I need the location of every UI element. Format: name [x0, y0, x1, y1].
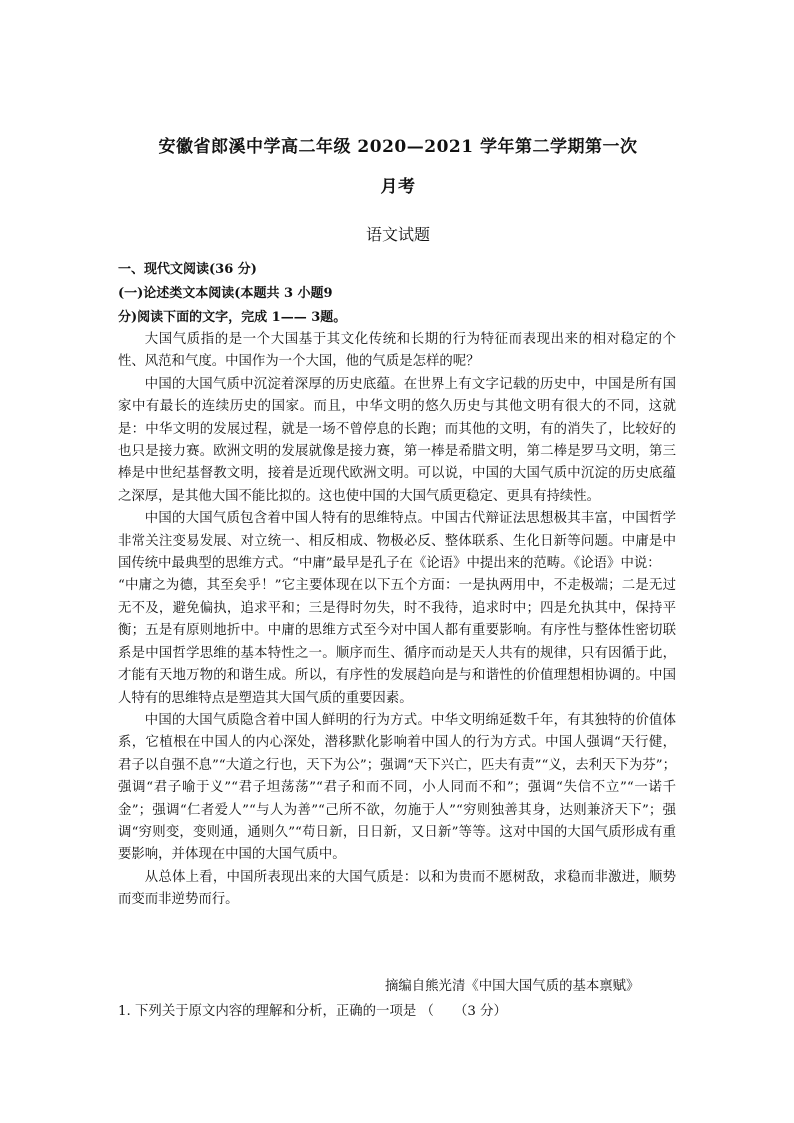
passage-paragraph-6: 从总体上看，中国所表现出来的大国气质是：以和为贵而不愿树敌，求稳而非激进，顺势而变而非逆势而行。	[118, 869, 676, 908]
subsection-heading-line2: 分)阅读下面的文字，完成 1—— 3题。	[118, 310, 347, 325]
passage-source: 摘编自熊光清《中国大国气质的基本禀赋》	[385, 979, 640, 994]
question-1: 1. 下列关于原文内容的理解和分析，正确的一项是 （ （3 分）	[118, 1004, 507, 1019]
exam-title-line2: 月考	[380, 177, 416, 197]
exam-title-line1: 安徽省郎溪中学高二年级 2020—2021 学年第二学期第一次	[158, 137, 638, 157]
passage-paragraph-3: 中国的大国气质包含着中国人特有的思维特点。中国古代辩证法思想极其丰富，中国哲学非常关注变易发展、对立统一、相反相成、物极必反、整体联系、生化日新等问题。中庸是中国传统中最典型的思维方式。“中庸”最早是孔子在《论语》中提出来的范畴。《论语》中说：	[118, 511, 676, 572]
passage-paragraph-2: 中国的大国气质中沉淀着深厚的历史底蕴。在世界上有文字记载的历史中，中国是所有国家中有最长的连续历史的国家。而且，中华文明的悠久历史与其他文明有很大的不同，这就是：中华文明的发展过程，就是一场不曾停息的长跑；而其他的文明，有的消失了，比较好的也只是接力赛。欧洲文明的发展就像是接力赛，第一棒是希腊文明，第二棒是罗马文明，第三棒是中世纪基督教文明，接着是近现代欧洲文明。可以说，中国的大国气质中沉淀的历史底蕴之深厚，是其他大国不能比拟的。这也使中国的大国气质更稳定、更具有持续性。	[118, 376, 676, 504]
passage-paragraph-1: 大国气质指的是一个大国基于其文化传统和长期的行为特征而表现出来的相对稳定的个性、风范和气度。中国作为一个大国，他的气质是怎样的呢？	[118, 332, 676, 370]
passage-paragraph-4: “中庸之为德，其至矣乎！”它主要体现在以下五个方面：一是执两用中，不走极端；二是无过无不及，避免偏执，追求平和；三是得时勿失，时不我待，追求时中；四是允执其中，保持平衡；五是有原则地折中。中庸的思维方式至今对中国人都有重要影响。有序性与整体性密切联系是中国哲学思维的基本特性之一。顺序而生、循序而动是天人共有的规律，只有因循于此，才能有天地万物的和谐生成。所以，有序性的发展趋向是与和谐性的价值理想相协调的。中国人特有的思维特点是塑造其大国气质的重要因素。	[118, 578, 676, 706]
exam-subtitle: 语文试题	[365, 225, 430, 244]
passage-paragraph-5: 中国的大国气质隐含着中国人鲜明的行为方式。中华文明绵延数千年，有其独特的价值体系，它植根在中国人的内心深处，潜移默化影响着中国人的行为方式。中国人强调“天行健， 君子以自强不息”“大道之行也，天下为公”；强调“天下兴亡，匹夫有责”“义，去利天下为芬”；强调“君子喻于义”“君子坦荡荡”“君子和而不同，小人同而不和”；强调“失信不立”“一诺千金”；强调“仁者爱人”“与人为善”“己所不欲，勿施于人”“穷则独善其身，达则兼济天下”；强调“穷则变，变则通，通则久”“苟日新，日日新，又日新”等等。这对中国的大国气质形成有重要影响，并体现在中国的大国气质中。	[118, 712, 676, 863]
section-heading: 一、现代文阅读(36 分)	[118, 262, 257, 277]
reading-passage	[118, 329, 676, 912]
subsection-heading-line1: (一)论述类文本阅读(本题共 3 小题9	[118, 286, 333, 301]
